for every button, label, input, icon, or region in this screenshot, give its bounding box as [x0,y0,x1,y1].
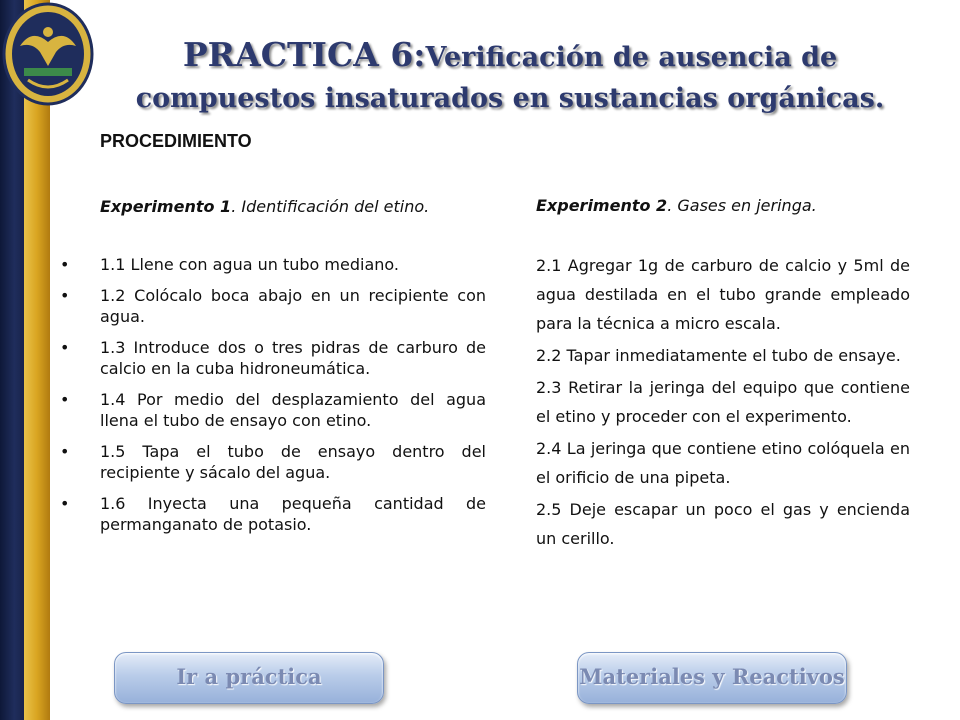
title-rest: Verificación de ausencia de [425,42,838,73]
title-line2: compuestos insaturados en sustancias orgánicas. [135,83,885,114]
ir-a-practica-button[interactable]: Ir a práctica [114,652,384,704]
list-item: • 1.3 Introduce dos o tres pidras de carburo de calcio en la cuba hidroneumática. [60,337,486,379]
left-navy-bar [0,0,24,720]
materiales-reactivos-button[interactable]: Materiales y Reactivos [577,652,847,704]
experiment1-steps [60,254,486,545]
list-item: 2.2 Tapar inmediatamente el tubo de ensaye. [536,346,901,365]
list-item: 2.5 Deje escapar un poco el gas y encienda un cerillo. [536,500,910,548]
list-item: • 1.2 Colócalo boca abajo en un recipiente con agua. [60,285,486,327]
experiment2-label-bold: Experimento 2 [536,196,668,215]
experiment1-heading [100,197,429,216]
experiment2-heading [536,196,817,215]
experiment2-steps [536,251,910,556]
list-item: 2.4 La jeringa que contiene etino colóquela en el orificio de una pipeta. [536,439,910,487]
list-item: • 1.6 Inyecta una pequeña cantidad de permanganato de potasio. [60,493,486,535]
procedure-heading: PROCEDIMIENTO [100,131,252,151]
list-item: 2.1 Agregar 1g de carburo de calcio y 5ml de agua destilada en el tubo grande empleado para la técnica a micro escala. [536,256,910,333]
list-item: • 1.4 Por medio del desplazamiento del agua llena el tubo de ensayo con etino. [60,389,486,431]
slide-title [110,36,910,118]
left-gold-bar [24,0,50,720]
experiment1-label-bold: Experimento 1 [100,197,232,216]
university-seal-icon [2,2,94,106]
experiment2-label-rest: . Gases en jeringa. [667,196,817,215]
experiment1-label-rest: . Identificación del etino. [231,197,430,216]
list-item: • 1.1 Llene con agua un tubo mediano. [60,254,486,275]
list-item: • 1.5 Tapa el tubo de ensayo dentro del recipiente y sácalo del agua. [60,441,486,483]
list-item: 2.3 Retirar la jeringa del equipo que contiene el etino y proceder con el experimento. [536,378,910,426]
title-main: PRACTICA 6: [182,35,426,74]
